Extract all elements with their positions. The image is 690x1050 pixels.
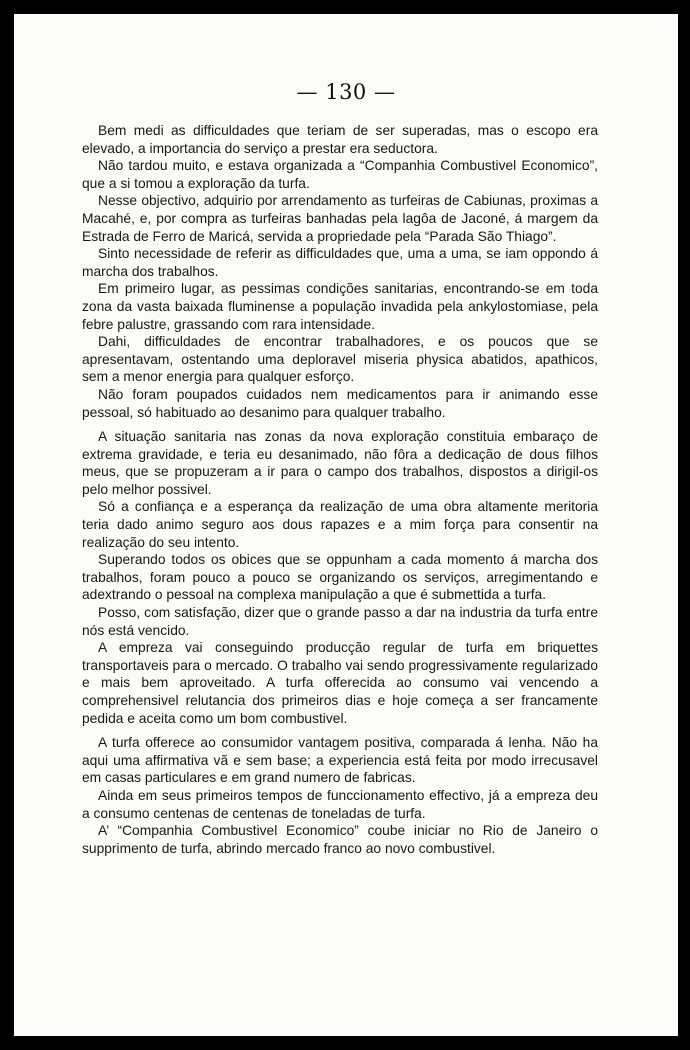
paragraph: A turfa offerece ao consumidor vantagem positiva, comparada á lenha. Não ha aqui uma affirmativa vã e sem base; a experiencia está feita por modo irrecusavel em casas particulares e em grand numero de fabricas. [82, 735, 598, 786]
paragraph: A’ “Companhia Combustivel Economico” coube iniciar no Rio de Janeiro o supprimento de turfa, abrindo mercado franco ao novo combustivel. [82, 823, 598, 856]
paragraph: Em primeiro lugar, as pessimas condições sanitarias, encontrando-se em toda zona da vasta baixada fluminense a população invadida pela ankylostomiase, pela febre palustre, grassando com rara intensidade. [82, 281, 598, 332]
paragraph: Superando todos os obices que se oppunham a cada momento á marcha dos trabalhos, foram pouco a pouco se organizando os serviços, arregimentando e adextrando o pessoal na complexa manipulação a que é submettida a turfa. [82, 552, 598, 603]
paragraph: Bem medi as difficuldades que teriam de ser superadas, mas o escopo era elevado, a importancia do serviço a prestar era seductora. [82, 123, 598, 156]
paragraph: Só a confiança e a esperança da realização de uma obra altamente meritoria teria dado animo seguro aos dous rapazes e a mim força para consentir na realização do seu intento. [82, 499, 598, 550]
paragraph: A empreza vai conseguindo producção regular de turfa em briquettes transportaveis para o mercado. O trabalho vai sendo progressivamente regularizado e mais bem aproveitado. A turfa offerecida ao consumo vai vencendo a comprehensivel relutancia dos primeiros dias e hoje começa a ser francamente pedida e aceita como um bom combustivel. [82, 640, 598, 726]
document-page [14, 14, 678, 1036]
paragraph: A situação sanitaria nas zonas da nova exploração constituia embaraço de extrema gravidade, e teria eu desanimado, não fôra a dedicação de dous filhos meus, que se propuzeram a ir para o campo dos trabalhos, dispostos a dirigil-os pelo melhor possivel. [82, 429, 598, 497]
paragraph: Nesse objectivo, adquirio por arrendamento as turfeiras de Cabiunas, proximas a Macahé, e, por compra as turfeiras banhadas pela lagôa de Jaconé, á margem da Estrada de Ferro de Maricá, servida a propriedade pela “Parada São Thiago”. [82, 193, 598, 244]
page-number-header: — 130 — [296, 80, 396, 104]
paragraph: Sinto necessidade de referir as difficuldades que, uma a uma, se iam oppondo á marcha dos trabalhos. [82, 246, 598, 279]
paragraph: Não tardou muito, e estava organizada a “Companhia Combustivel Economico”, que a si tomou a exploração da turfa. [82, 158, 598, 191]
paragraph: Não foram poupados cuidados nem medicamentos para ir animando esse pessoal, só habituado ao desanimo para qualquer trabalho. [82, 386, 598, 420]
paragraph: Posso, com satisfação, dizer que o grande passo a dar na industria da turfa entre nós está vencido. [82, 605, 598, 638]
body-text [82, 122, 598, 857]
paragraph: Ainda em seus primeiros tempos de funccionamento effectivo, já a empreza deu a consumo centenas de centenas de toneladas de turfa. [82, 787, 598, 821]
paragraph: Dahi, difficuldades de encontrar trabalhadores, e os poucos que se apresentavam, ostentando uma deploravel miseria physica abatidos, apathicos, sem a menor energia para qualquer esforço. [82, 334, 598, 385]
